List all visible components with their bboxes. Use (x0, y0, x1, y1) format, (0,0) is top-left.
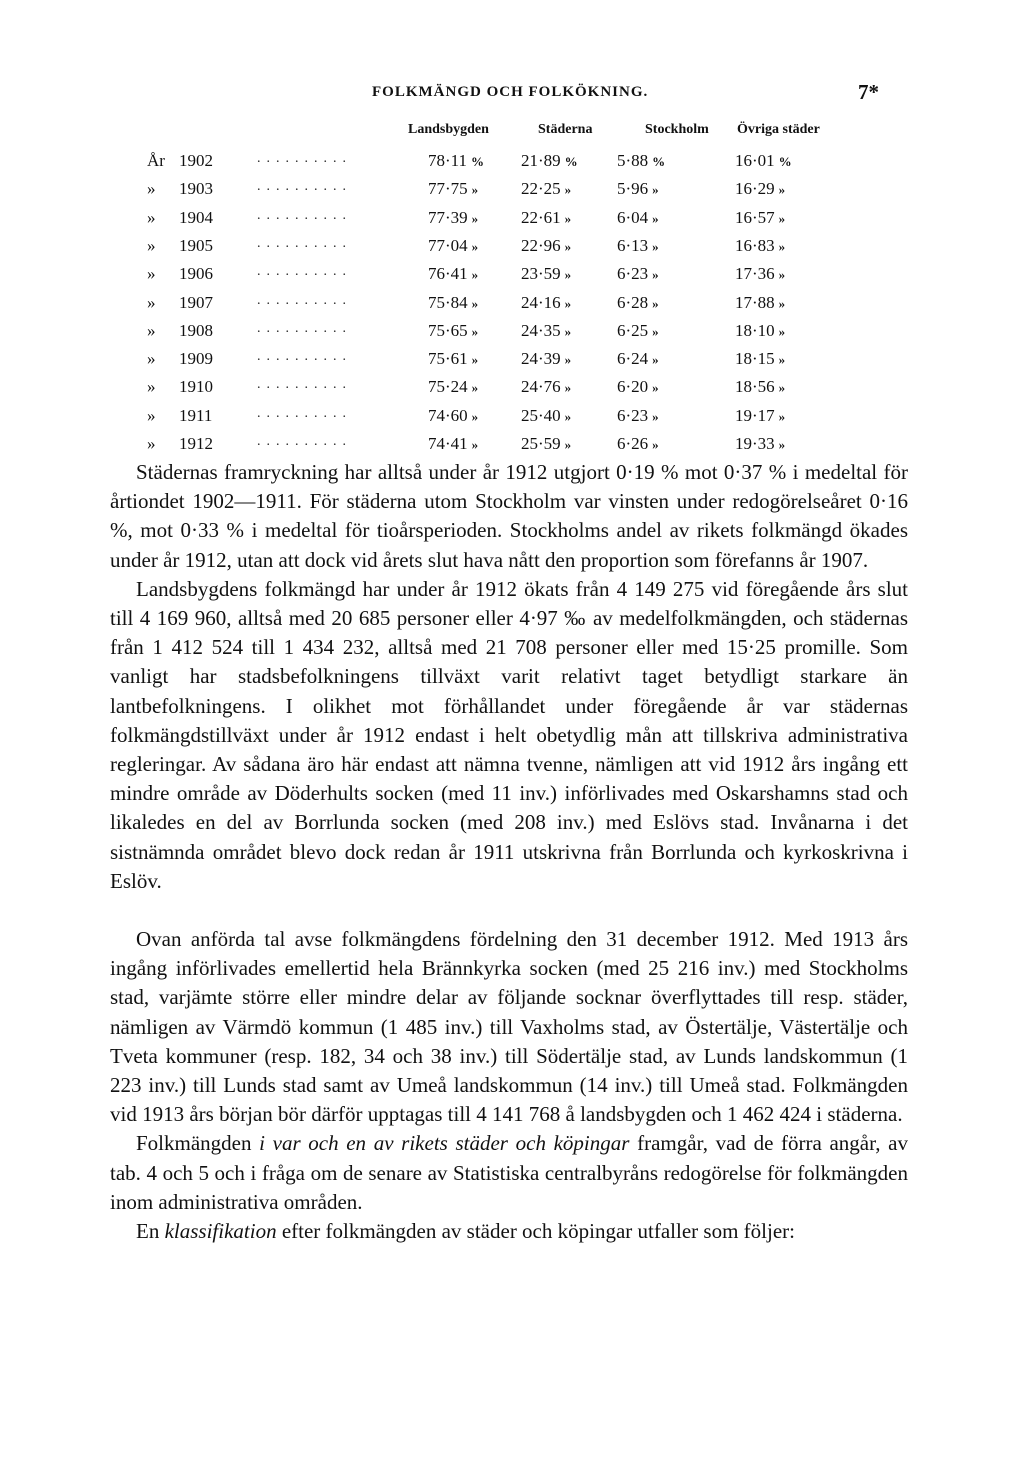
table-cell (521, 179, 571, 199)
cell-value: 78·11 (428, 151, 468, 170)
year-value: 1912 (179, 434, 213, 453)
year-cell (147, 151, 213, 171)
table-row (0, 208, 1024, 236)
year-cell (147, 293, 213, 313)
table-cell (617, 434, 659, 454)
leader-dots: .......... (257, 405, 352, 421)
year-cell (147, 208, 213, 228)
cell-value: 16·01 (735, 151, 775, 170)
year-cell (147, 321, 213, 341)
table-cell (617, 151, 665, 171)
unit-mark: » (564, 437, 572, 452)
cell-value: 25·40 (521, 405, 561, 425)
year-value: 1908 (179, 320, 213, 340)
unit-mark: » (471, 437, 479, 452)
paragraph (110, 1129, 908, 1217)
page-number: 7* (858, 80, 879, 104)
table-cell (428, 179, 478, 199)
table-cell (428, 236, 478, 256)
cell-value: 6·25 (617, 320, 649, 340)
year-prefix: » (147, 264, 156, 284)
table-cell (428, 377, 478, 397)
leader-dots: .......... (257, 434, 352, 449)
unit-mark: » (564, 323, 572, 339)
leader-dots: .......... (257, 349, 352, 365)
table-cell (521, 321, 571, 341)
running-title: FOLKMÄNGD OCH FOLKÖKNING. (372, 84, 649, 100)
unit-mark: » (652, 238, 659, 254)
table-cell (521, 264, 571, 284)
table-cell (617, 321, 659, 341)
year-value: 1909 (179, 349, 213, 369)
cell-value: 16·83 (735, 235, 775, 255)
table-cell (617, 293, 659, 313)
unit-mark: » (778, 267, 786, 283)
unit-mark: » (471, 238, 479, 254)
table-row (0, 321, 1024, 349)
unit-mark: » (652, 352, 659, 368)
year-cell (147, 434, 213, 454)
table-cell (617, 179, 659, 199)
unit-mark: » (471, 380, 479, 396)
cell-value: 18·10 (735, 320, 775, 340)
table-cell (735, 179, 785, 199)
unit-mark: » (471, 323, 479, 339)
cell-value: 24·39 (521, 349, 561, 369)
table-row (0, 406, 1024, 434)
paragraph (110, 1217, 908, 1246)
year-prefix: År (147, 151, 165, 170)
table-cell (428, 434, 478, 454)
cell-value: 22·61 (521, 207, 561, 227)
unit-mark: » (471, 295, 479, 311)
column-header-landsbygden: Landsbygden (408, 122, 489, 137)
unit-mark: » (564, 380, 572, 396)
year-value: 1906 (179, 264, 213, 284)
table-cell (428, 406, 478, 426)
cell-value: 75·65 (428, 320, 468, 340)
cell-value: 77·75 (428, 179, 468, 199)
table-cell (735, 151, 792, 171)
year-prefix: » (147, 207, 156, 227)
cell-value: 6·23 (617, 405, 649, 425)
year-prefix: » (147, 349, 156, 369)
cell-value: 6·23 (617, 264, 649, 284)
unit-mark: » (778, 210, 786, 226)
paragraph-emphasis: klassifikation (164, 1219, 277, 1244)
unit-mark: » (778, 295, 786, 311)
table-row (0, 377, 1024, 405)
paragraph-text: framgår, vad de förra angår, av tab. 4 och 5 och i fråga om de senare av Statistiska centralbyråns redogörelse för folkmängden inom administrativa områden. (110, 1131, 909, 1214)
table-cell (735, 236, 785, 256)
cell-value: 77·39 (428, 207, 468, 227)
body-text (110, 458, 908, 1246)
table-cell (428, 349, 478, 369)
unit-mark: » (471, 210, 479, 226)
unit-mark: » (652, 323, 659, 339)
unit-mark: » (564, 352, 572, 368)
unit-mark: » (652, 210, 659, 226)
year-value: 1903 (179, 179, 213, 199)
unit-mark: » (564, 182, 572, 198)
year-cell (147, 264, 213, 284)
cell-value: 6·13 (617, 235, 649, 255)
table-row (0, 264, 1024, 292)
table-cell (735, 264, 785, 284)
unit-mark: » (778, 408, 786, 424)
cell-value: 75·24 (428, 377, 468, 397)
column-header-stockholm: Stockholm (645, 122, 709, 137)
unit-mark: » (564, 408, 572, 424)
cell-value: 23·59 (521, 264, 561, 284)
unit-mark: % (652, 154, 666, 169)
unit-mark: » (471, 267, 479, 283)
year-value: 1902 (179, 151, 213, 170)
table-cell (428, 264, 478, 284)
leader-dots: .......... (257, 179, 352, 195)
year-prefix: » (147, 320, 156, 340)
year-prefix: » (147, 377, 156, 397)
table-cell (617, 377, 659, 397)
table-row (0, 179, 1024, 207)
table-cell (735, 321, 785, 341)
year-value: 1910 (179, 377, 213, 397)
cell-value: 16·57 (735, 207, 775, 227)
unit-mark: » (778, 352, 786, 368)
cell-value: 19·33 (735, 434, 775, 453)
unit-mark: » (778, 323, 786, 339)
table-cell (735, 377, 785, 397)
cell-value: 5·96 (617, 179, 649, 199)
table-cell (735, 208, 785, 228)
table-cell (521, 293, 571, 313)
leader-dots: .......... (257, 377, 352, 393)
unit-mark: » (564, 267, 572, 283)
cell-value: 18·15 (735, 349, 775, 369)
table-cell (617, 349, 659, 369)
leader-dots: .......... (257, 320, 352, 336)
column-header-ovriga-stader: Övriga städer (737, 122, 820, 137)
cell-value: 6·04 (617, 207, 649, 227)
leader-dots: .......... (257, 264, 352, 280)
leader-dots: .......... (257, 292, 352, 308)
unit-mark: » (652, 437, 659, 452)
unit-mark: » (778, 182, 786, 198)
paragraph: Städernas framryckning har alltså under år 1912 utgjort 0·19 % mot 0·37 % i medeltal för årtiondet 1902—1911. För städerna utom Stockholm var vinsten under redogörelseåret 0·16 %, mot 0·33 % i medeltal för tioårsperioden. Stockholms andel av rikets folkmängd ökades under år 1912, utan att dock vid årets slut hava nått den proportion som förefanns år 1907. (110, 460, 908, 572)
cell-value: 19·17 (735, 405, 775, 425)
unit-mark: » (652, 267, 659, 283)
running-head (0, 80, 1024, 108)
cell-value: 24·76 (521, 377, 561, 397)
table-header (0, 122, 1024, 144)
table-cell (735, 293, 785, 313)
unit-mark: » (652, 380, 659, 396)
table-row (0, 151, 1024, 179)
paragraph-emphasis: i var och en av rikets städer och köpingar (259, 1131, 630, 1156)
table-cell (735, 406, 785, 426)
year-value: 1907 (179, 292, 213, 312)
unit-mark: » (652, 408, 659, 424)
year-value: 1911 (179, 405, 213, 425)
table-cell (521, 208, 571, 228)
unit-mark: » (564, 295, 572, 311)
cell-value: 17·36 (735, 264, 775, 284)
cell-value: 6·20 (617, 377, 649, 397)
unit-mark: » (778, 238, 786, 254)
table-cell (521, 406, 571, 426)
paragraph: Ovan anförda tal avse folkmängdens fördelning den 31 december 1912. Med 1913 års ingång införlivades emellertid hela Brännkyrka socken (med 25 216 inv.) med Stockholms stad, varjämte större eller mindre delar av följande socknar överflyttades till resp. städer, nämligen av Värmdö kommun (1 485 inv.) till Vaxholms stad, av Östertälje, Västertälje och Tveta kommuner (resp. 182, 34 och 38 inv.) till Södertälje stad, av Lunds landskommun (1 223 inv.) till Lunds stad samt av Umeå landskommun (14 inv.) till Umeå stad. Folkmängden vid 1913 års början bör därför upptagas till 4 141 768 å landsbygden och 1 462 424 i städerna. (110, 927, 908, 1127)
year-value: 1904 (179, 207, 213, 227)
year-cell (147, 406, 212, 426)
cell-value: 25·59 (521, 434, 561, 453)
table-cell (617, 208, 659, 228)
table-cell (617, 264, 659, 284)
unit-mark: » (564, 238, 572, 254)
cell-value: 5·88 (617, 151, 649, 170)
table-cell (617, 406, 659, 426)
paragraph-text: En (136, 1219, 165, 1244)
cell-value: 6·28 (617, 292, 649, 312)
year-prefix: » (147, 405, 156, 425)
table-row (0, 236, 1024, 264)
cell-value: 75·61 (428, 349, 468, 369)
table-cell (521, 151, 578, 171)
year-prefix: » (147, 292, 156, 312)
table-cell (428, 208, 478, 228)
table-cell (521, 377, 571, 397)
cell-value: 77·04 (428, 235, 468, 255)
unit-mark: » (471, 182, 479, 198)
cell-value: 24·35 (521, 320, 561, 340)
year-cell (147, 179, 213, 199)
table-cell (735, 434, 785, 454)
unit-mark: » (471, 408, 479, 424)
leader-dots: .......... (257, 207, 352, 223)
unit-mark: » (778, 437, 786, 452)
unit-mark: » (778, 380, 786, 396)
year-cell (147, 236, 213, 256)
cell-value: 75·84 (428, 292, 468, 312)
cell-value: 74·41 (428, 434, 468, 453)
leader-dots: .......... (257, 151, 352, 166)
paragraph: Landsbygdens folkmängd har under år 1912 ökats från 4 149 275 vid föregående års slut till 4 169 960, alltså med 20 685 personer eller 4·97 ‰ av medelfolkmängden, och städernas från 1 412 524 till 1 434 232, alltså med 21 708 personer eller med 15·25 promille. Som vanligt har stadsbefolkningens tillväxt varit relativt taget betydligt starkare än lantbefolkningens. I olikhet mot förhållandet under föregående år var städernas folkmängdstillväxt under år 1912 endast i helt obetydlig mån att tillskriva administrativa regleringar. Av sådana äro här endast att nämna tvenne, nämligen att vid 1912 års ingång ett mindre område av Döderhults socken (med 11 inv.) införlivades med Oskarshamns stad och likaledes en del av Borrlunda socken (med 208 inv.) med Eslövs stad. Invånarna i det sistnämnda området blevo dock redan år 1911 utskrivna från Borrlunda och kyrkoskrivna i Eslöv. (110, 576, 908, 893)
unit-mark: % (778, 154, 792, 169)
cell-value: 74·60 (428, 405, 468, 425)
table-cell (521, 434, 571, 454)
year-prefix: » (147, 179, 156, 199)
column-header-staderna: Städerna (538, 122, 593, 137)
table-cell (428, 293, 478, 313)
table-cell (521, 236, 571, 256)
year-value: 1905 (179, 235, 213, 255)
cell-value: 21·89 (521, 151, 561, 170)
leader-dots: .......... (257, 235, 352, 251)
year-prefix: » (147, 434, 156, 453)
paragraph-text: efter folkmängden av städer och köpingar utfaller som följer: (276, 1219, 795, 1244)
year-cell (147, 349, 213, 369)
unit-mark: % (564, 154, 578, 169)
cell-value: 16·29 (735, 179, 775, 199)
year-prefix: » (147, 235, 156, 255)
paragraph-text: Folkmängden (136, 1131, 260, 1156)
cell-value: 76·41 (428, 264, 468, 284)
cell-value: 17·88 (735, 292, 775, 312)
table-row (0, 293, 1024, 321)
unit-mark: » (652, 295, 659, 311)
cell-value: 22·96 (521, 235, 561, 255)
table-cell (617, 236, 659, 256)
table-row (0, 349, 1024, 377)
cell-value: 6·24 (617, 349, 649, 369)
cell-value: 22·25 (521, 179, 561, 199)
cell-value: 18·56 (735, 377, 775, 397)
unit-mark: » (564, 210, 572, 226)
year-cell (147, 377, 213, 397)
cell-value: 6·26 (617, 434, 649, 453)
table-cell (428, 321, 478, 341)
unit-mark: » (652, 182, 659, 198)
table-cell (735, 349, 785, 369)
table-cell (521, 349, 571, 369)
cell-value: 24·16 (521, 292, 561, 312)
unit-mark: % (471, 154, 485, 169)
table-cell (428, 151, 484, 171)
unit-mark: » (471, 352, 479, 368)
